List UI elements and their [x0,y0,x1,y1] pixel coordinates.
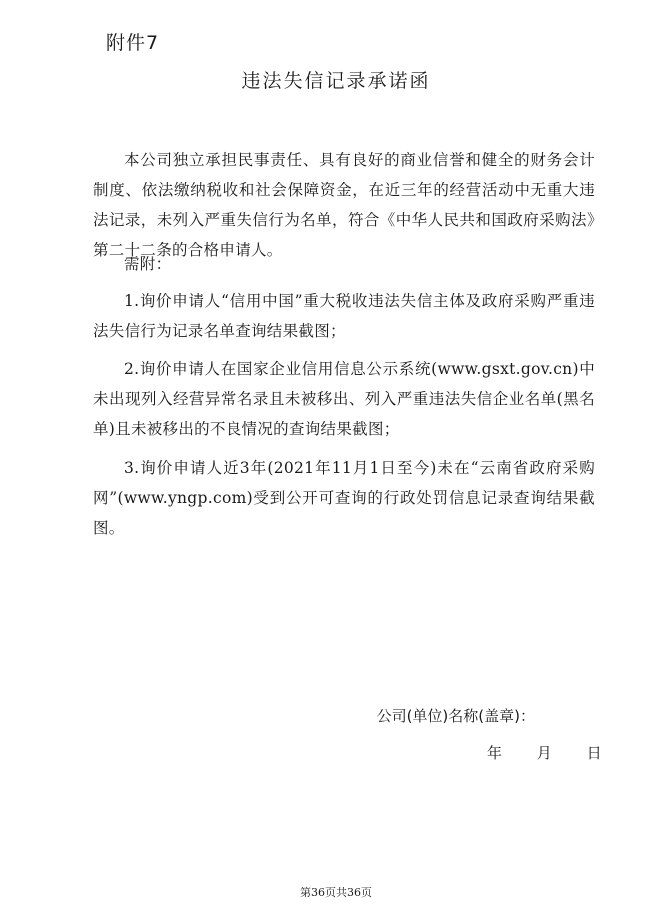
list-item [93,354,595,444]
signature-date [487,742,632,763]
item-3-text: 3.询价申请人近3年(2021年11月1日至今)未在“云南省政府采购网”(www.yngp.com)受到公开可查询的行政处罚信息记录查询结果截图。 [93,459,595,537]
page-number: 第36页共36页 [300,886,372,899]
attachment-label: 附件7 [106,32,160,54]
attachments-required-heading [93,249,595,279]
signature-label: 公司(单位)名称(盖章)： [376,707,535,725]
intro-paragraph [93,145,595,265]
list-item [93,453,595,543]
document-title: 违法失信记录承诺函 [241,70,431,92]
date-year: 年 [487,744,503,762]
need-label: 需附： [124,255,172,273]
list-item [93,286,595,346]
item-1-text: 1.询价申请人“信用中国”重大税收违法失信主体及政府采购严重违法失信行为记录名单查询结果截图； [93,292,595,340]
date-day: 日 [586,744,602,762]
item-2-text: 2.询价申请人在国家企业信用信息公示系统(www.gsxt.gov.cn)中未出现列入经营异常名录且未被移出、列入严重违法失信企业名单(黑名单)且未被移出的不良情况的查询结果截图； [93,360,595,438]
date-month: 月 [536,744,552,762]
intro-text: 本公司独立承担民事责任、具有良好的商业信誉和健全的财务会计制度、依法缴纳税收和社会保障资金，在近三年的经营活动中无重大违法记录，未列入严重失信行为名单，符合《中华人民共和国政府采购法》第二十二条的合格申请人。 [93,151,595,259]
